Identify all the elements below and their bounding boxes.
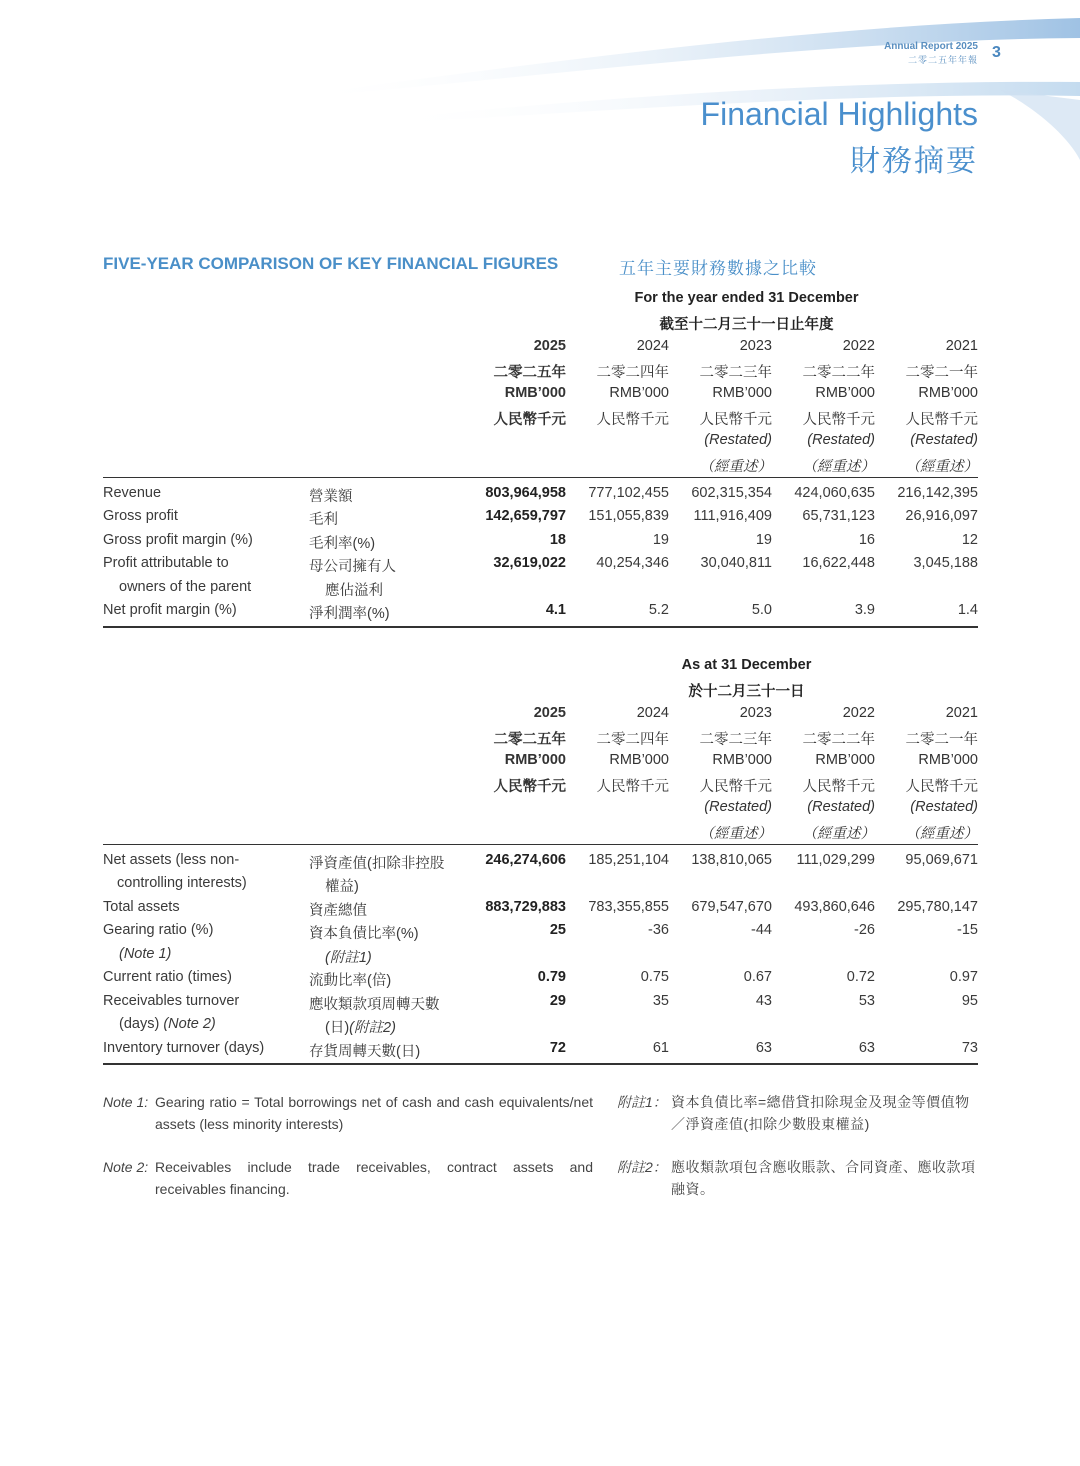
row-label-en: Gross profit margin (%) — [103, 532, 253, 548]
col-restated-zh: （經重述） — [802, 826, 875, 842]
cell-value: 53 — [858, 993, 875, 1009]
note-1-zh-text: 資本負債比率=總借貸扣除現金及現金等價值物／淨資產值(扣除少數股東權益) — [671, 1094, 970, 1132]
cell-value: -26 — [854, 922, 875, 938]
page-number: 3 — [992, 44, 1001, 61]
cell-value: 35 — [652, 993, 669, 1009]
col-unit-zh: 人民幣千元 — [802, 412, 875, 428]
period-label-en: For the year ended 31 December — [634, 290, 859, 306]
header-row-unit-zh — [103, 775, 978, 797]
cell-value: -36 — [648, 922, 669, 938]
cell-value: 783,355,855 — [588, 899, 669, 915]
col-unit-zh: 人民幣千元 — [905, 412, 978, 428]
col-year: 2023 — [739, 338, 772, 354]
row-label-zh: 應收類款項周轉天數 — [309, 997, 440, 1013]
row-label-en-cont: owners of the parent — [119, 579, 252, 595]
row-label-zh: 資本負債比率(%) — [309, 926, 419, 942]
col-restated: (Restated) — [807, 799, 875, 815]
report-title-zh: 二零二五年年報 — [907, 55, 978, 65]
cell-value: 63 — [755, 1040, 772, 1056]
col-unit: RMB’000 — [609, 385, 669, 401]
row-unit-zh: (日) — [325, 1020, 350, 1036]
cell-value: 3.9 — [854, 602, 875, 618]
cell-value: 72 — [549, 1040, 566, 1056]
page-header — [0, 0, 1080, 200]
cell-value: 185,251,104 — [588, 852, 669, 868]
note-1-text: Gearing ratio = Total borrowings net of cash and cash equivalents/net assets (less minority interests) — [155, 1094, 593, 1132]
row-label-zh-cont: 應佔溢利 — [325, 583, 383, 599]
row-label-zh: 流動比率(倍) — [309, 973, 392, 989]
row-label-en: Total assets — [103, 899, 180, 915]
header-row-unit — [103, 385, 978, 407]
cell-value: 63 — [858, 1040, 875, 1056]
cell-value: 43 — [755, 993, 772, 1009]
col-unit: RMB’000 — [504, 385, 566, 401]
col-unit-zh: 人民幣千元 — [699, 779, 772, 795]
row-label-zh: 毛利率(%) — [309, 536, 376, 552]
header-row-restated — [103, 432, 978, 454]
cell-value: 95,069,671 — [905, 852, 978, 868]
cell-value: 61 — [652, 1040, 669, 1056]
row-label-en: Gearing ratio (%) — [103, 922, 214, 938]
col-restated-zh: （經重述） — [905, 459, 978, 475]
row-label-zh: 淨利潤率(%) — [309, 606, 390, 622]
section-title-en: FIVE-YEAR COMPARISON OF KEY FINANCIAL FIGURES — [103, 254, 559, 273]
note-1-label: Note 1: — [103, 1094, 149, 1110]
cell-value: 26,916,097 — [905, 508, 978, 524]
col-unit: RMB’000 — [815, 385, 875, 401]
col-restated-zh: （經重述） — [699, 459, 772, 475]
col-unit: RMB’000 — [815, 752, 875, 768]
cell-value: 679,547,670 — [691, 899, 772, 915]
cell-value: 19 — [652, 532, 669, 548]
cell-value: 16,622,448 — [802, 555, 875, 571]
header-row-year-zh — [103, 361, 978, 383]
row-label-zh: 存貨周轉天數(日) — [309, 1044, 421, 1060]
header-row-year — [103, 705, 978, 727]
cell-value: 1.4 — [957, 602, 978, 618]
cell-value: 73 — [961, 1040, 978, 1056]
table-row-continuation — [103, 946, 978, 968]
col-year: 2022 — [842, 338, 875, 354]
table-row — [103, 555, 978, 577]
cell-value: 95 — [961, 993, 978, 1009]
row-label-en: Inventory turnover (days) — [103, 1040, 265, 1056]
col-year: 2025 — [533, 705, 566, 721]
table-rule-bottom — [103, 1063, 978, 1065]
col-unit: RMB’000 — [712, 385, 772, 401]
cell-value: 25 — [549, 922, 566, 938]
col-year: 2024 — [636, 338, 669, 354]
col-unit-zh: 人民幣千元 — [905, 779, 978, 795]
col-year: 2021 — [945, 705, 978, 721]
row-note-ref-en: (Note 1) — [119, 946, 172, 962]
cell-value: 5.0 — [751, 602, 772, 618]
table-rule-top — [103, 844, 978, 845]
row-label-en: Revenue — [103, 485, 162, 501]
header-row-unit — [103, 752, 978, 774]
header-row-unit-zh — [103, 408, 978, 430]
col-unit: RMB’000 — [504, 752, 566, 768]
row-label-zh: 母公司擁有人 — [309, 559, 396, 575]
col-year-zh: 二零二五年 — [493, 365, 566, 381]
period-label-zh: 截至十二月三十一日止年度 — [659, 317, 834, 333]
row-label-zh: 毛利 — [309, 512, 338, 528]
cell-value: 18 — [549, 532, 566, 548]
col-year-zh: 二零二五年 — [493, 732, 566, 748]
cell-value: 111,916,409 — [693, 508, 772, 524]
col-unit: RMB’000 — [609, 752, 669, 768]
col-year: 2025 — [533, 338, 566, 354]
cell-value: 29 — [549, 993, 566, 1009]
table-row — [103, 852, 978, 874]
col-year-zh: 二零二二年 — [802, 365, 875, 381]
cell-value: 803,964,958 — [485, 485, 566, 501]
row-label-en: Profit attributable to — [103, 555, 229, 571]
note-2-label: Note 2: — [103, 1159, 149, 1175]
col-unit-zh: 人民幣千元 — [802, 779, 875, 795]
table-row-continuation — [103, 579, 978, 601]
table-row — [103, 532, 978, 554]
page-title-zh: 財務摘要 — [850, 145, 978, 178]
col-restated: (Restated) — [807, 432, 875, 448]
col-unit-zh: 人民幣千元 — [596, 412, 669, 428]
col-unit-zh: 人民幣千元 — [596, 779, 669, 795]
row-label-en-cont: controlling interests) — [117, 875, 247, 891]
cell-value: 883,729,883 — [485, 899, 566, 915]
col-year-zh: 二零二三年 — [699, 732, 772, 748]
period-label-en: As at 31 December — [681, 657, 812, 673]
cell-value: 111,029,299 — [796, 852, 875, 868]
row-label-zh: 營業額 — [309, 489, 353, 505]
col-restated-zh: （經重述） — [905, 826, 978, 842]
cell-value: 3,045,188 — [913, 555, 978, 571]
header-row-year-zh — [103, 728, 978, 750]
col-year: 2023 — [739, 705, 772, 721]
table-row — [103, 922, 978, 944]
cell-value: 5.2 — [648, 602, 669, 618]
cell-value: 216,142,395 — [897, 485, 978, 501]
cell-value: 138,810,065 — [691, 852, 772, 868]
col-year-zh: 二零二二年 — [802, 732, 875, 748]
col-restated-zh: （經重述） — [802, 459, 875, 475]
row-label-en: Receivables turnover — [103, 993, 240, 1009]
col-unit-zh: 人民幣千元 — [699, 412, 772, 428]
cell-value: 777,102,455 — [588, 485, 669, 501]
row-label-en: Current ratio (times) — [103, 969, 232, 985]
table-row-continuation — [103, 875, 978, 897]
header-row-restated-zh — [103, 455, 978, 477]
cell-value: 493,860,646 — [794, 899, 875, 915]
table-rule-top — [103, 477, 978, 478]
cell-value: 0.72 — [846, 969, 875, 985]
col-year-zh: 二零二一年 — [905, 365, 978, 381]
table-row — [103, 1040, 978, 1062]
table-row — [103, 508, 978, 530]
cell-value: 30,040,811 — [700, 555, 772, 571]
col-restated: (Restated) — [910, 432, 978, 448]
note-2-zh-label: 附註2： — [617, 1159, 667, 1175]
col-unit: RMB’000 — [918, 752, 978, 768]
row-note-ref-zh: (附註1) — [325, 950, 372, 966]
cell-value: 0.67 — [743, 969, 772, 985]
table-row — [103, 485, 978, 507]
cell-value: 246,274,606 — [485, 852, 566, 868]
note-2-text: Receivables include trade receivables, contract assets and receivables financing. — [155, 1159, 593, 1197]
note-1-zh-label: 附註1： — [617, 1094, 667, 1110]
note-1-en — [103, 1091, 593, 1132]
col-restated-zh: （經重述） — [699, 826, 772, 842]
header-row-restated — [103, 799, 978, 821]
note-2-en — [103, 1156, 593, 1197]
page-title-en: Financial Highlights — [700, 96, 978, 132]
cell-value: 19 — [755, 532, 772, 548]
cell-value: 4.1 — [545, 602, 566, 618]
report-label — [884, 41, 978, 66]
row-unit-en: (days) — [119, 1016, 160, 1032]
header-row-year — [103, 338, 978, 360]
table-row — [103, 969, 978, 991]
header-row-restated-zh — [103, 822, 978, 844]
cell-value: 32,619,022 — [493, 555, 566, 571]
note-2-zh-text: 應收類款項包含應收賬款、合同資產、應收款項融資。 — [671, 1159, 976, 1197]
row-label-en: Gross profit — [103, 508, 178, 524]
col-unit: RMB’000 — [712, 752, 772, 768]
row-label-en-cont — [119, 1016, 216, 1032]
col-year-zh: 二零二三年 — [699, 365, 772, 381]
cell-value: 0.79 — [537, 969, 566, 985]
row-label-zh-cont: 權益) — [325, 879, 359, 895]
col-unit: RMB’000 — [918, 385, 978, 401]
row-label-zh-cont — [325, 1016, 396, 1037]
cell-value: 0.97 — [949, 969, 978, 985]
cell-value: -44 — [751, 922, 772, 938]
cell-value: 0.75 — [640, 969, 669, 985]
row-label-en: Net assets (less non- — [103, 852, 240, 868]
col-year: 2021 — [945, 338, 978, 354]
cell-value: 142,659,797 — [485, 508, 566, 524]
col-year-zh: 二零二四年 — [596, 365, 669, 381]
col-restated: (Restated) — [910, 799, 978, 815]
cell-value: -15 — [957, 922, 978, 938]
cell-value: 65,731,123 — [802, 508, 875, 524]
table-row — [103, 993, 978, 1015]
row-note-ref-en: (Note 2) — [163, 1016, 216, 1032]
col-year: 2022 — [842, 705, 875, 721]
cell-value: 295,780,147 — [897, 899, 978, 915]
col-restated: (Restated) — [704, 432, 772, 448]
col-unit-zh: 人民幣千元 — [493, 779, 566, 795]
table-row-continuation — [103, 1016, 978, 1038]
cell-value: 424,060,635 — [794, 485, 875, 501]
table-row — [103, 602, 978, 624]
col-year: 2024 — [636, 705, 669, 721]
table-rule-bottom — [103, 626, 978, 628]
col-year-zh: 二零二一年 — [905, 732, 978, 748]
row-label-zh: 淨資產值(扣除非控股 — [309, 856, 445, 872]
period-label-zh: 於十二月三十一日 — [688, 684, 805, 700]
cell-value: 16 — [858, 532, 875, 548]
row-label-en: Net profit margin (%) — [103, 602, 237, 618]
col-unit-zh: 人民幣千元 — [493, 412, 566, 428]
section-title-zh: 五年主要財務數據之比較 — [619, 259, 817, 278]
table-row — [103, 899, 978, 921]
row-label-zh: 資產總值 — [309, 903, 367, 919]
report-title-en: Annual Report 2025 — [884, 41, 978, 52]
row-note-ref-zh: (附註2) — [349, 1020, 396, 1036]
cell-value: 602,315,354 — [691, 485, 772, 501]
col-restated: (Restated) — [704, 799, 772, 815]
cell-value: 40,254,346 — [596, 555, 669, 571]
col-year-zh: 二零二四年 — [596, 732, 669, 748]
cell-value: 12 — [961, 532, 978, 548]
cell-value: 151,055,839 — [588, 508, 669, 524]
